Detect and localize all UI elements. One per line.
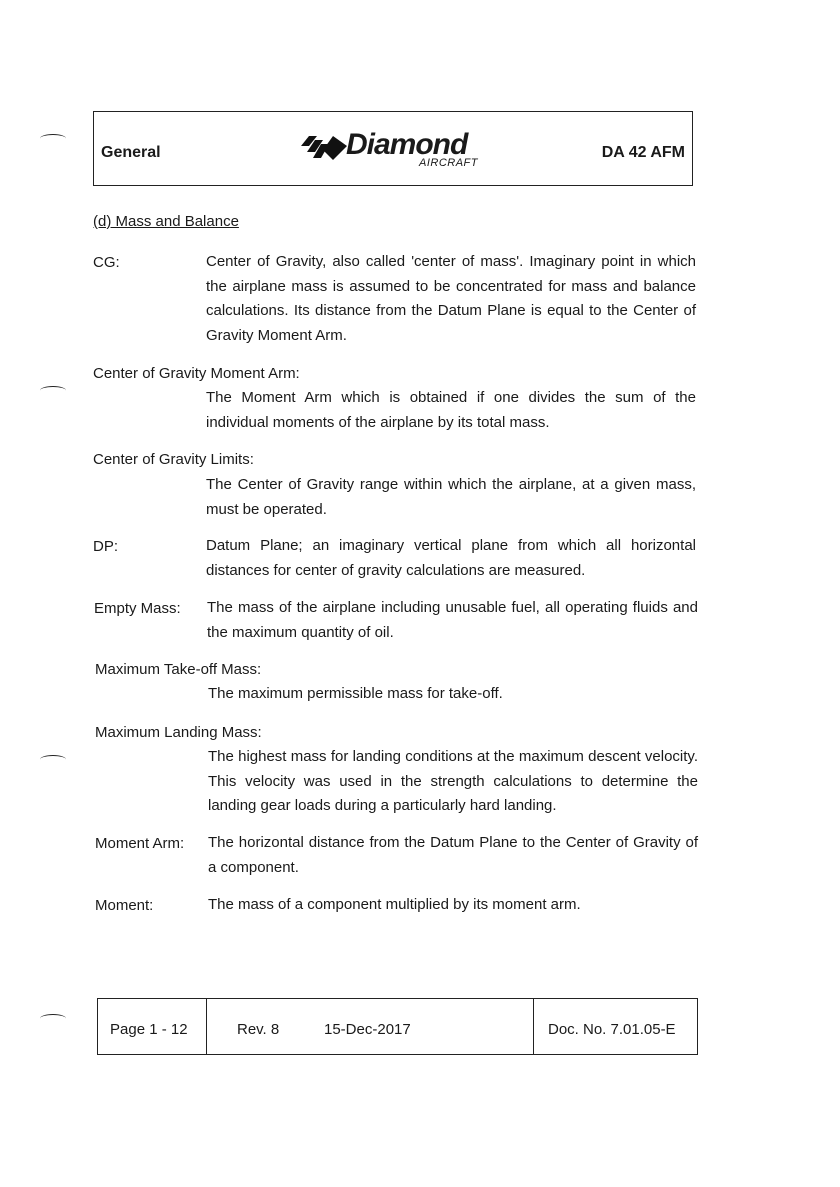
entry-term: Empty Mass: <box>94 600 181 617</box>
entry-term: Center of Gravity Moment Arm: <box>93 365 300 382</box>
page-footer <box>97 998 698 1055</box>
entry-definition: The Center of Gravity range within which the airplane, at a given mass, must be operated. <box>206 476 696 518</box>
logo-brand-text: Diamond <box>346 128 468 161</box>
punch-mark <box>40 1014 66 1023</box>
entry-term: CG: <box>93 254 120 271</box>
entry-term: Maximum Take-off Mass: <box>95 661 262 678</box>
entry-term: Moment Arm: <box>95 835 185 852</box>
punch-mark <box>40 755 66 764</box>
entry-term: Maximum Landing Mass: <box>95 724 262 741</box>
diamond-logo-icon <box>299 132 349 162</box>
entry-definition: The horizontal distance from the Datum Plane to the Center of Gravity of a component. <box>208 834 698 876</box>
footer-revision: Rev. 8 <box>237 1021 280 1038</box>
entry-term: DP: <box>93 538 119 555</box>
header-doc-title: DA 42 AFM <box>601 144 685 161</box>
entry-definition: Datum Plane; an imaginary vertical plane from which all horizontal distances for center of gravity calculations are measured. <box>206 537 696 579</box>
entry-definition: The highest mass for landing conditions at the maximum descent velocity. This velocity was used in the strength calculations to determine the landing gear loads during a particularly hard landing. <box>208 748 698 814</box>
page-header <box>93 111 693 186</box>
entry-definition: The Moment Arm which is obtained if one divides the sum of the individual moments of the airplane by its total mass. <box>206 389 696 431</box>
entry-definition: The mass of the airplane including unusable fuel, all operating fluids and the maximum quantity of oil. <box>207 599 698 641</box>
entry-term: Center of Gravity Limits: <box>93 451 254 468</box>
header-section-label: General <box>101 144 161 161</box>
footer-divider <box>533 999 534 1054</box>
entry-definition: The maximum permissible mass for take-off. <box>208 685 503 702</box>
punch-mark <box>40 134 66 143</box>
footer-doc-number: Doc. No. 7.01.05-E <box>548 1021 676 1038</box>
logo-sub-text: AIRCRAFT <box>419 157 478 169</box>
entry-definition: Center of Gravity, also called 'center of mass'. Imaginary point in which the airplane mass is assumed to be concentrated for mass and balance calculations. Its distance from the Datum Plane is equal to the Center of Gravity Moment Arm. <box>206 253 696 344</box>
entry-term: Moment: <box>95 897 154 914</box>
diamond-aircraft-logo <box>299 128 499 172</box>
entry-definition: The mass of a component multiplied by its moment arm. <box>208 896 581 913</box>
footer-divider <box>206 999 207 1054</box>
footer-page-number: Page 1 - 12 <box>110 1021 188 1038</box>
footer-date: 15-Dec-2017 <box>324 1021 411 1038</box>
section-title: (d) Mass and Balance <box>93 213 239 230</box>
punch-mark <box>40 386 66 395</box>
